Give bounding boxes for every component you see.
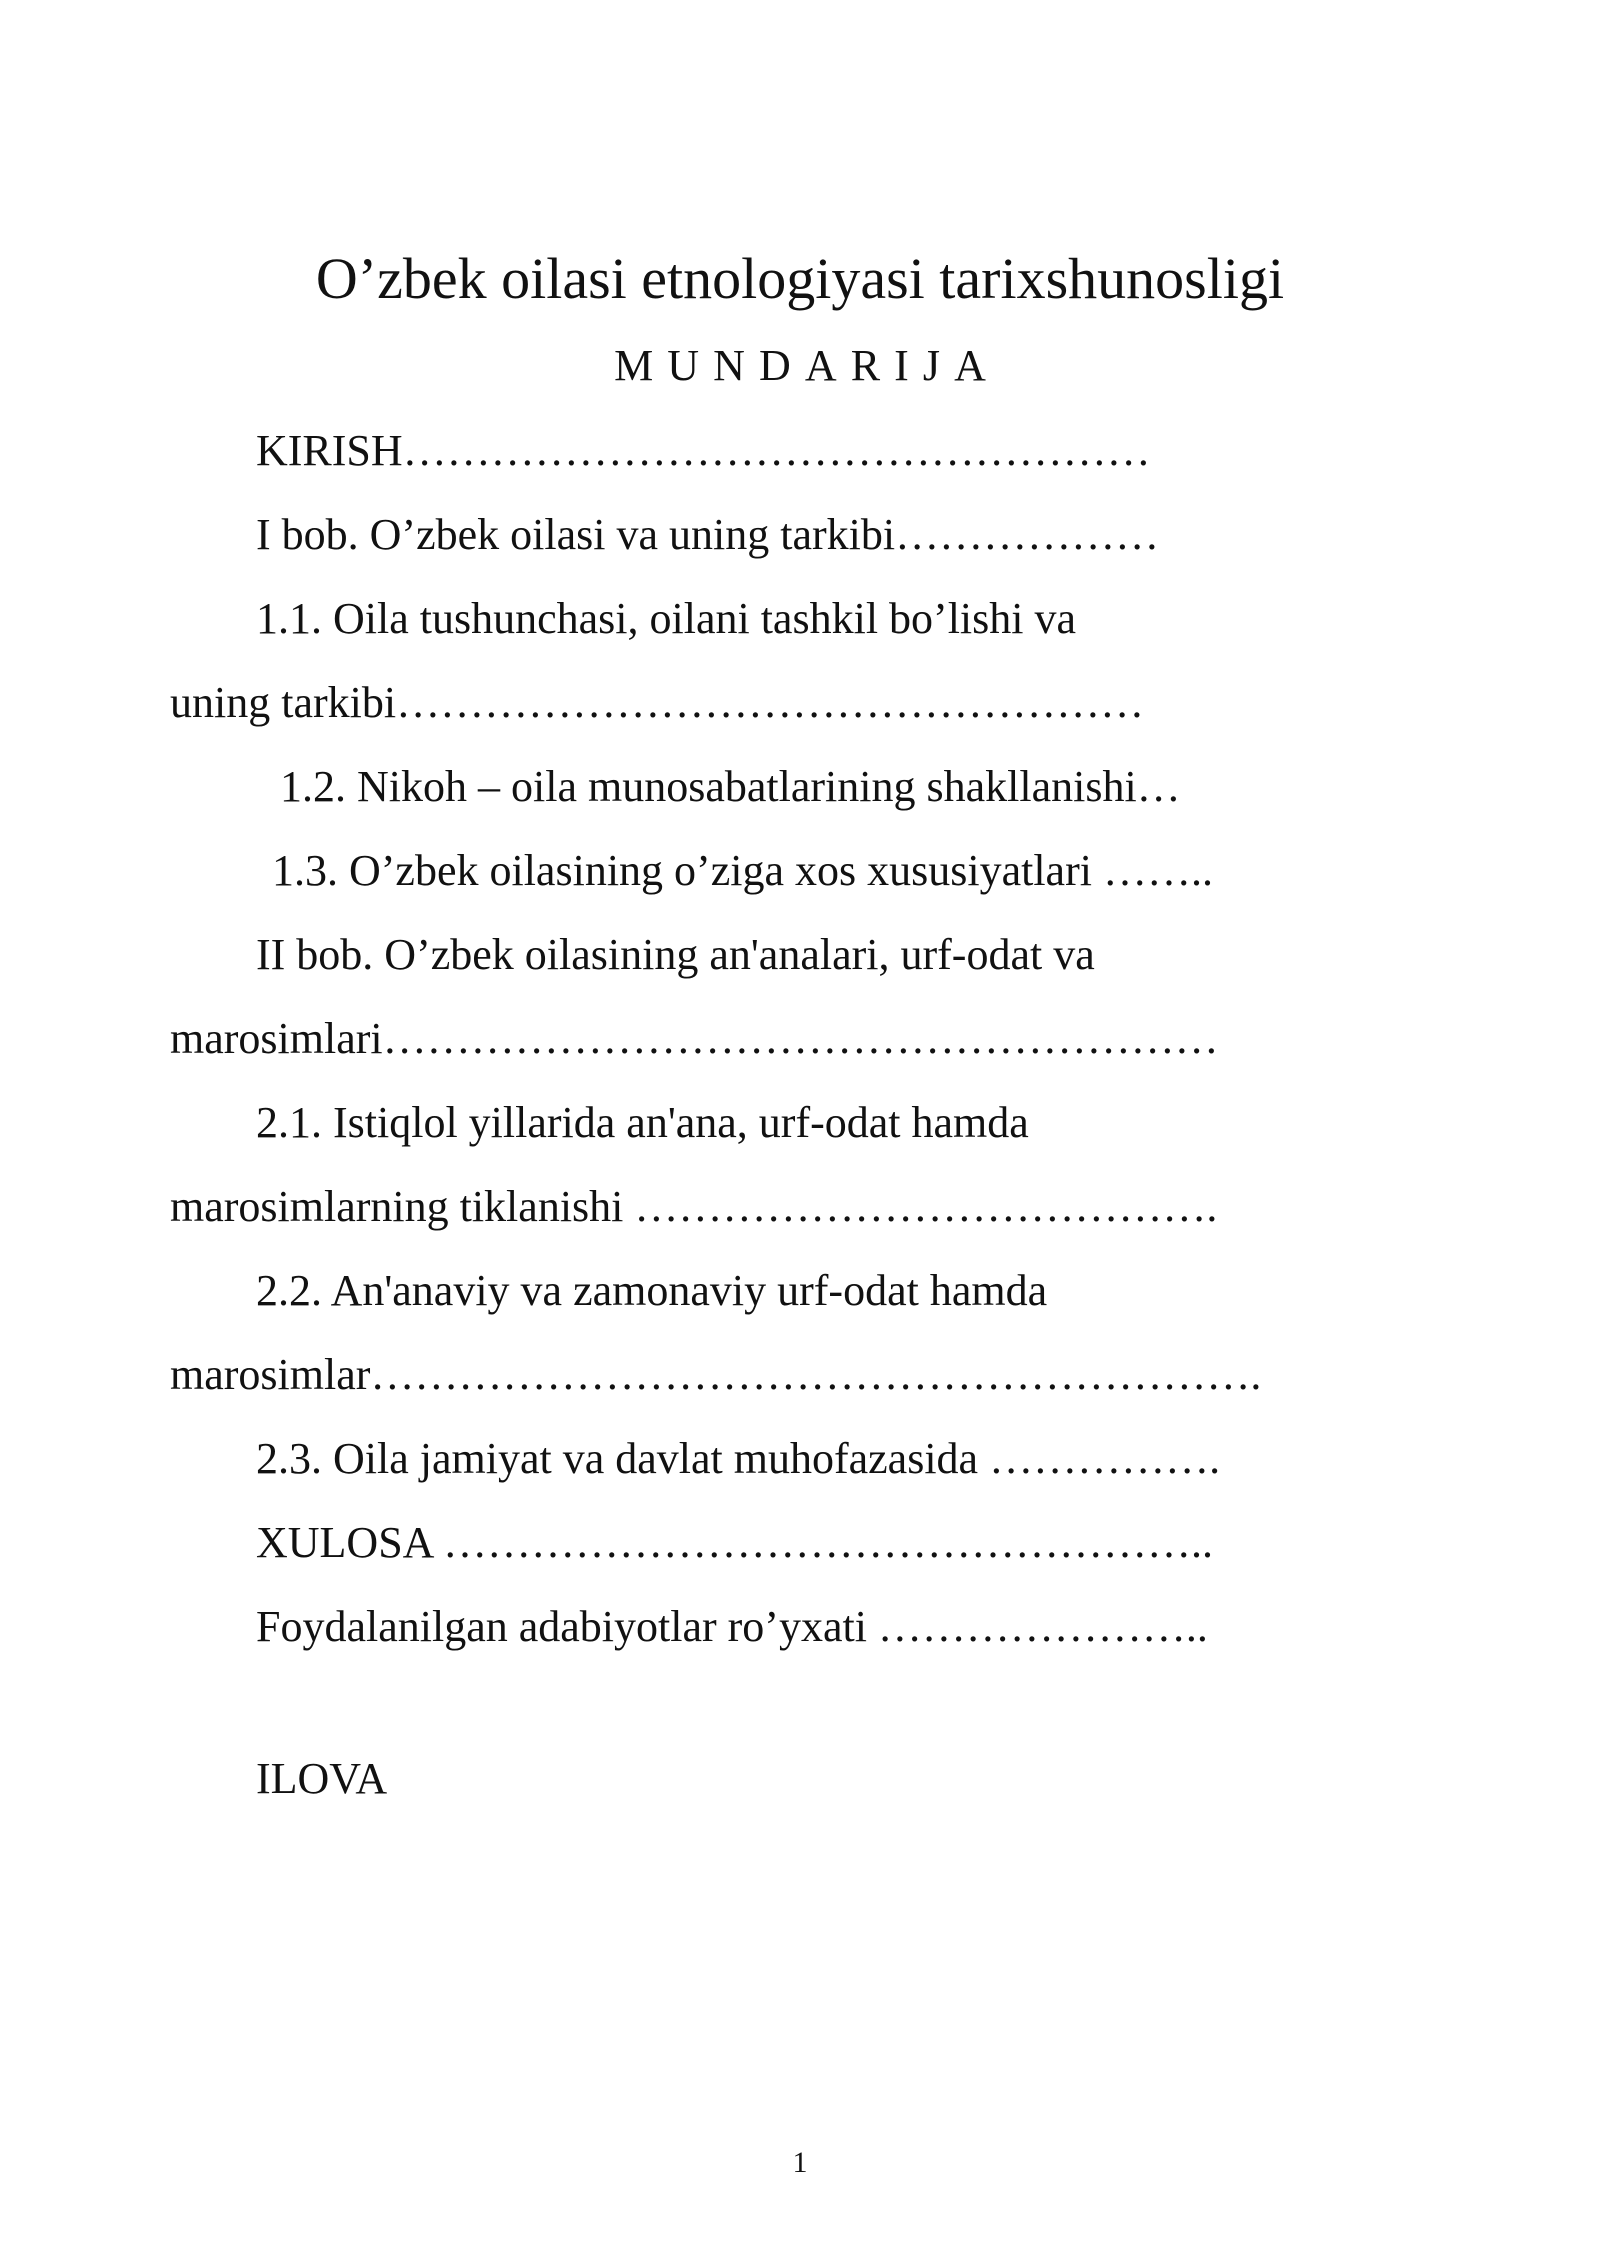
toc-entry-section-2-1: 2.1. Istiqlol yillarida an'ana, urf-odat hamda: [256, 1098, 1029, 1147]
toc-entry-section-1-1: 1.1. Oila tushunchasi, oilani tashkil bo’lishi va: [256, 594, 1077, 643]
toc-entry-bibliography: Foydalanilgan adabiyotlar ro’yxati …………………..: [256, 1602, 1208, 1651]
toc-entry-section-1-2: 1.2. Nikoh – oila munosabatlarining shakllanishi…: [280, 762, 1181, 811]
page-number: 1: [792, 2146, 808, 2179]
toc-entry-section-1-3: 1.3. O’zbek oilasining o’ziga xos xususiyatlari ……..: [272, 846, 1213, 895]
toc-entry-section-1-1-continued: uning tarkibi……………………………………………: [170, 678, 1145, 727]
toc-entry-chapter-1: I bob. O’zbek oilasi va uning tarkibi………………: [256, 510, 1160, 559]
toc-entry-section-2-1-continued: marosimlarning tiklanishi ………………………………….: [170, 1182, 1218, 1231]
toc-entry-chapter-2-continued: marosimlari…………………………………………………: [170, 1014, 1219, 1063]
toc-entry-chapter-2: II bob. O’zbek oilasining an'analari, urf-odat va: [256, 930, 1095, 979]
toc-entry-section-2-2-continued: marosimlar…………………………………………………….: [170, 1350, 1262, 1399]
contents-heading: MUNDARIJA: [614, 341, 1000, 390]
toc-entry-section-2-2: 2.2. An'anaviy va zamonaviy urf-odat hamda: [256, 1266, 1048, 1315]
toc-entry-appendix: ILOVA: [256, 1754, 388, 1803]
toc-entry-introduction: KIRISH……………………………………………: [256, 426, 1151, 475]
document-title: O’zbek oilasi etnologiyasi tarixshunosligi: [315, 246, 1285, 311]
toc-entry-conclusion: XULOSA ……………………………………………..: [256, 1518, 1214, 1567]
toc-entry-section-2-3: 2.3. Oila jamiyat va davlat muhofazasida …………….: [256, 1434, 1221, 1483]
